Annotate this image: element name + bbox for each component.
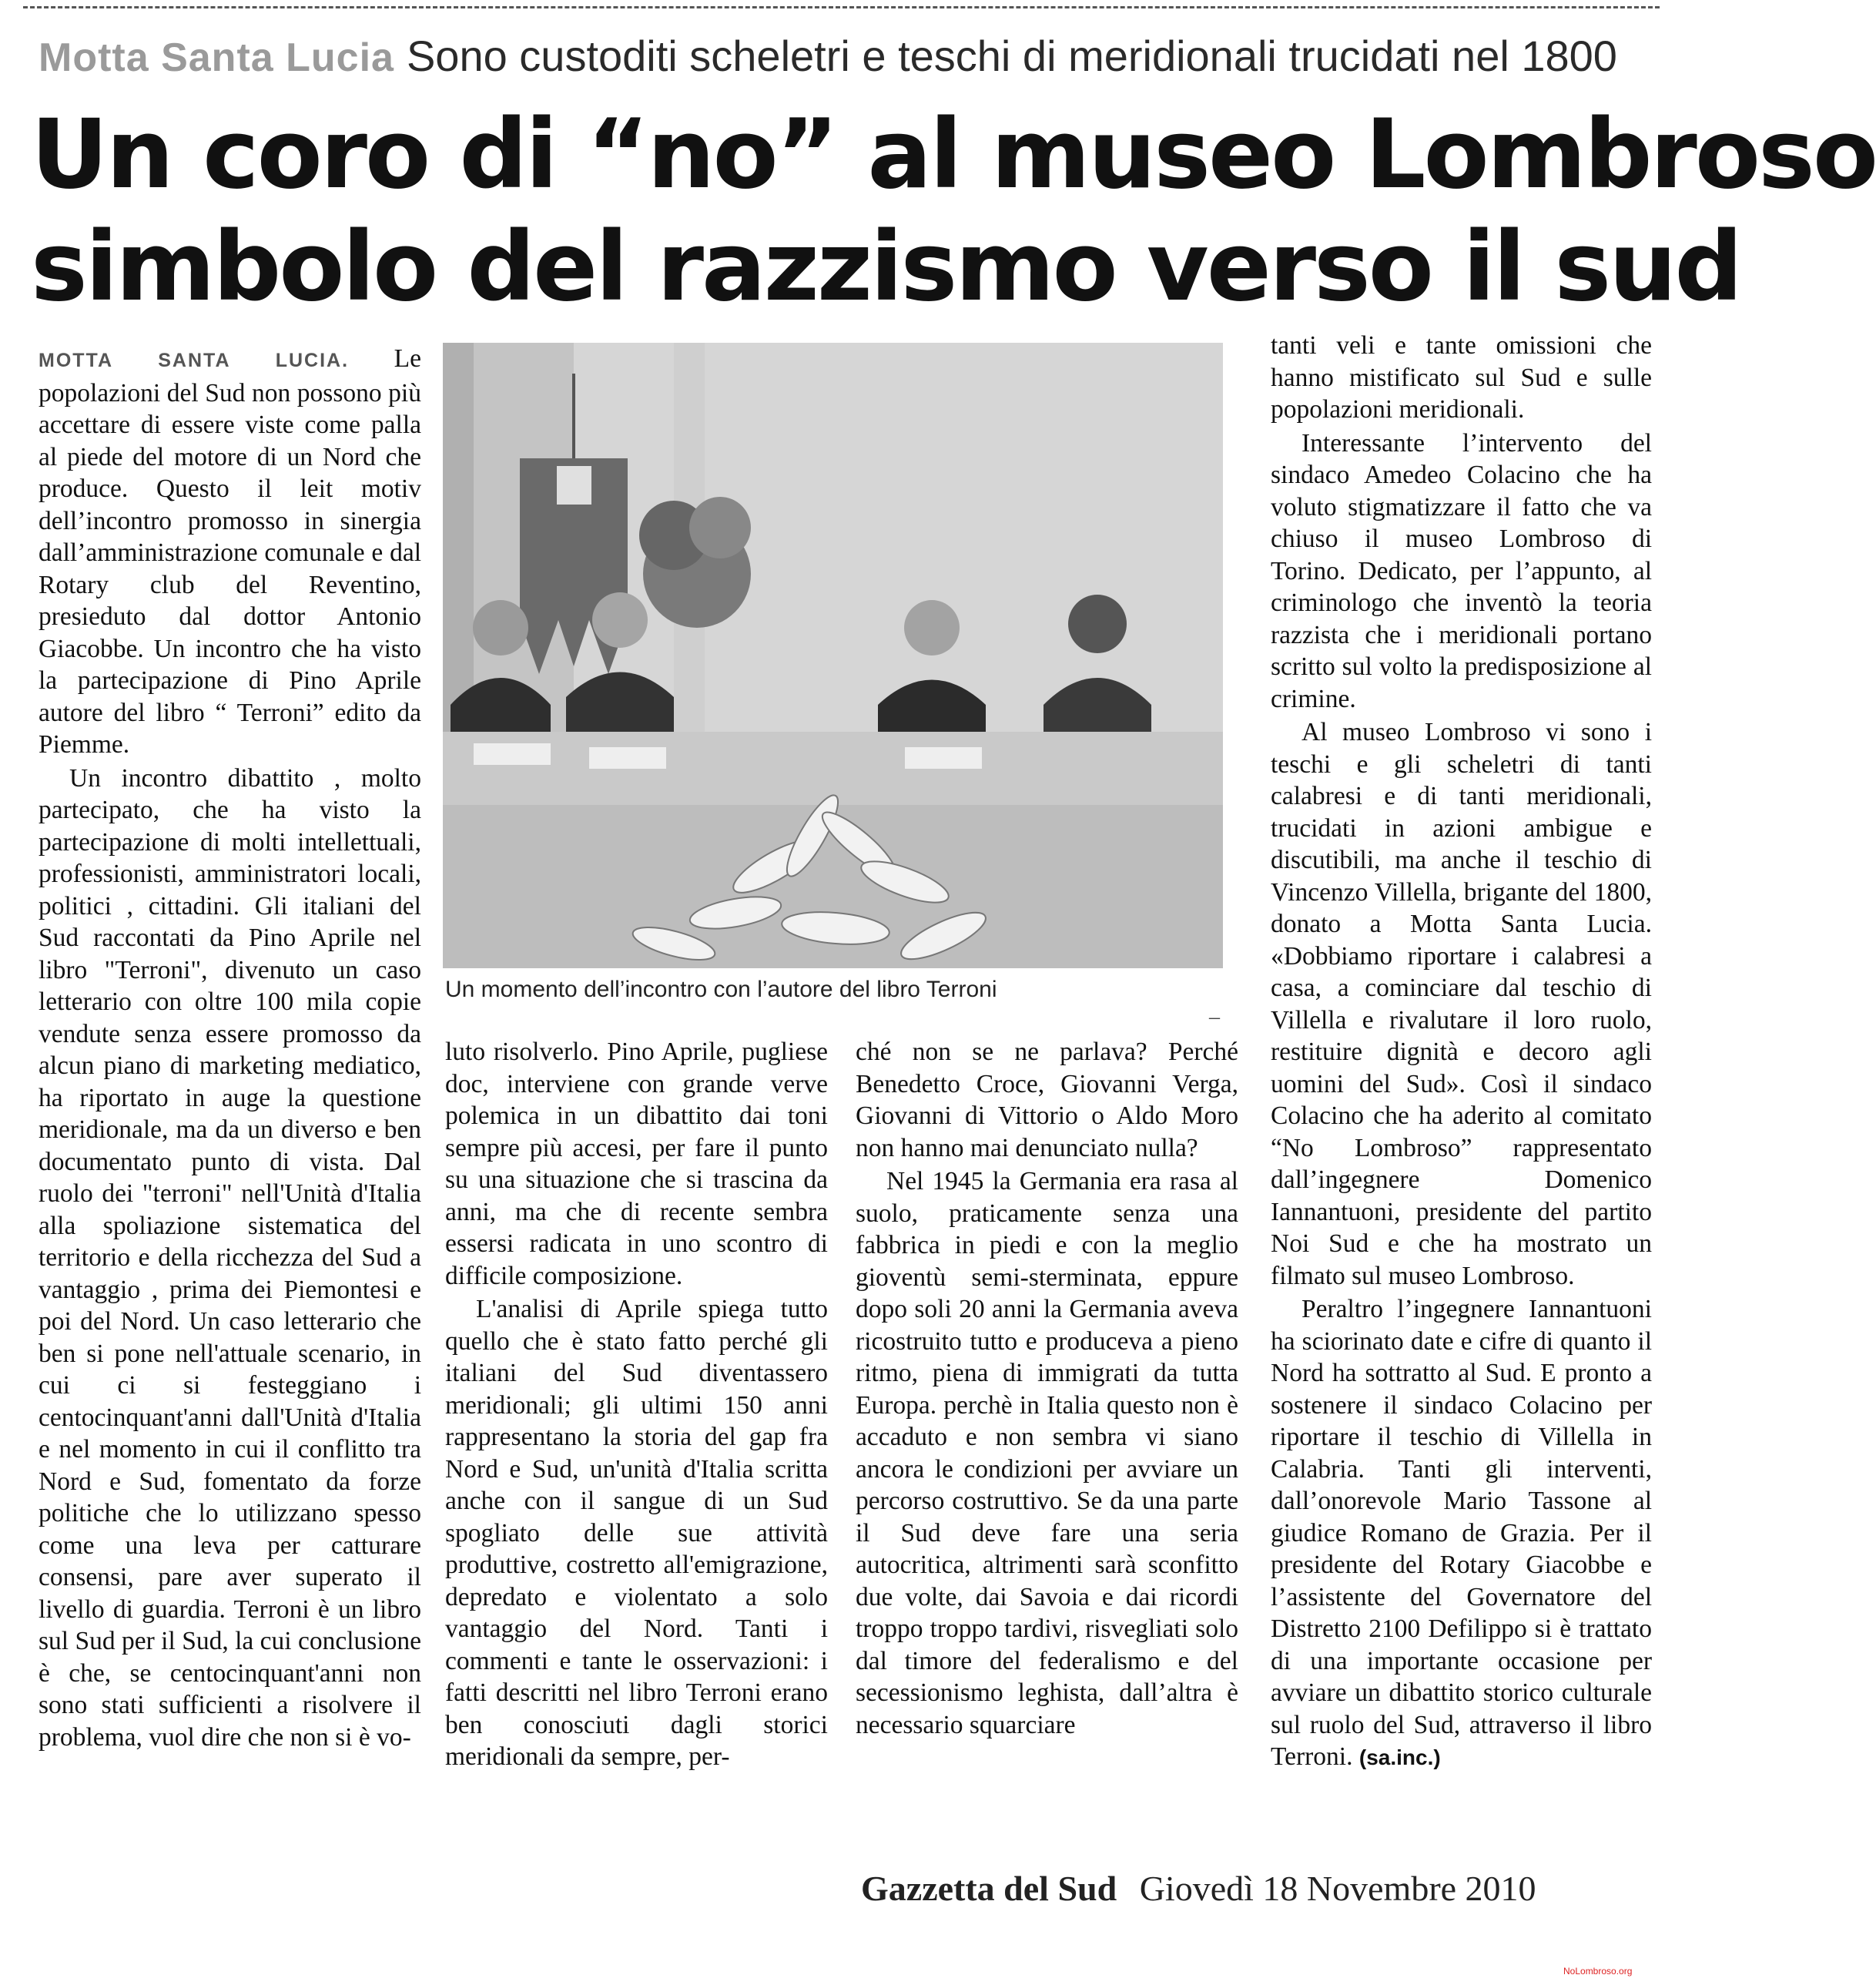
kicker-subtitle: Sono custoditi scheletri e teschi di meridionali trucidati nel 1800 xyxy=(406,32,1617,80)
paragraph-text: Le popolazioni del Sud non possono più accettare di essere viste come palla al piede del motore di un Nord che produce. Questo il leit motiv dell’incontro promosso in sinergia dall’amministrazione comunale e dal Rotary club del Reventino, presieduto dal dottor Antonio Giacobbe. Un incontro che ha visto la partecipazione di Pino Aprile autore del libro “ Terroni” edito da Piemme. xyxy=(39,344,421,759)
photo-caption: Un momento dell’incontro con l’autore del libro Terroni xyxy=(445,977,997,1002)
headline-line-2: simbolo del razzismo verso il sud xyxy=(31,212,1741,323)
paragraph-text: Peraltro l’ingegnere Iannantuoni ha sciorinato date e cifre di quanto il Nord ha sottratto al Sud. E pronto a sostenere il sindaco Colacino per riportare il teschio di Villella in Calabria. Tanti gli interventi, dall’onorevole Mario Tassone al giudice Romano de Grazia. Per il presidente del Rotary Giacobbe e l’assistente del Governatore del Distretto 2100 Defilippo si è trattato di una importante occasione per avviare un dibattito storico culturale sul ruolo del Sud, attraverso il libro Terroni. xyxy=(1271,1295,1652,1771)
event-photo xyxy=(443,343,1223,968)
footer xyxy=(861,1868,1536,1909)
paragraph: tanti veli e tante omissioni che hanno mistificato sul Sud e sulle popolazioni meridionali. xyxy=(1271,331,1652,424)
dash-mark: – xyxy=(1209,1005,1220,1029)
article-column-3 xyxy=(856,1036,1238,1741)
paragraph: L'analisi di Aprile spiega tutto quello che è stato fatto perché gli italiani del Sud diventassero meridionali; gli ultimi 150 anni rappresentano la storia del gap fra Nord e Sud, un'unità d'Italia scritta anche con il sangue di un Sud spogliato delle sue attività produttive, costretto all'emigrazione, depredato e violentato a solo vantaggio del Nord. Tanti i commenti e tante le osservazioni: i fatti descritti nel libro Terroni erano ben conosciuti dagli storici meridionali da sempre, per- xyxy=(445,1295,828,1771)
author-signature: (sa.inc.) xyxy=(1358,1745,1441,1769)
page-top-border xyxy=(23,6,1660,8)
kicker-place: Motta Santa Lucia xyxy=(39,35,394,80)
paragraph: Nel 1945 la Germania era rasa al suolo, praticamente senza una fabbrica in piedi e con la meglio gioventù semi-sterminata, eppure dopo soli 20 anni la Germania aveva ricostruito tutto e produceva a pieno ritmo, piena di immigrati da tutta Europa. perchè in Italia questo non è accaduto e non sembra vi siano ancora le condizioni per avviare un percorso costruttivo. Se da una parte il Sud deve fare una seria autocritica, altrimenti sarà sconfitto due volte, dai Savoia e dai ricordi troppo troppo tardivi, risvegliati solo dal timore del federalismo e del secessionismo leghista, dall’altra è necessario squarciare xyxy=(856,1167,1238,1739)
watermark: NoLombroso.org xyxy=(1563,1966,1633,1977)
kicker xyxy=(39,31,1617,81)
headline xyxy=(31,99,1876,324)
paragraph: Al museo Lombroso vi sono i teschi e gli scheletri di tanti calabresi e di tanti meridionali, trucidati in azioni ambigue e discutibili, ma anche il teschio di Vincenzo Villella, brigante del 1800, donato a Motta Santa Lucia. «Dobbiamo riportare i calabresi a casa, a cominciare dal teschio di Villella e rivalutare il loro ruolo, restituire dignità e decoro agli uomini del Sud». Così il sindaco Colacino che ha aderito al comitato “No Lombroso” rappresentato dall’ingegnere Domenico Iannantuoni, presidente del partito Noi Sud e che ha mostrato un filmato sul museo Lombroso. xyxy=(1271,718,1652,1290)
headline-line-1: Un coro di “no” al museo Lombroso xyxy=(31,99,1876,210)
paragraph xyxy=(1271,1293,1652,1774)
article-column-4 xyxy=(1271,330,1652,1774)
article-column-1 xyxy=(39,343,421,1753)
paragraph: Un incontro dibattito , molto partecipato, che ha visto la partecipazione di molti intellettuali, professionisti, amministratori locali, politici , cittadini. Gli italiani del Sud raccontati da Pino Aprile nel libro "Terroni", divenuto un caso letterario con oltre 100 mila copie vendute senza essere promosso da alcun piano di marketing mediatico, ha riportato in auge la questione meridionale, ma da un diverso e ben documentato punto di vista. Dal ruolo dei "terroni" nell'Unità d'Italia alla spoliazione sistematica del territorio e della ricchezza del Sud a vantaggio , prima dei Piemontesi e poi del Nord. Un caso letterario che ben si pone nell'attuale scenario, in cui ci si festeggiano i centocinquant'anni dall'Unità d'Italia e nel momento in cui il conflitto tra Nord e Sud, fomentato da forze politiche che lo utilizzano spesso come una leva per catturare consensi, pare aver superato il livello di guardia. Terroni è un libro sul Sud per il Sud, la cui conclusione è che, se centocinquant'anni non sono stati sufficienti a risolvere il problema, vuol dire che non si è vo- xyxy=(39,763,421,1752)
dateline: MOTTA SANTA LUCIA. xyxy=(39,350,350,371)
paragraph: Interessante l’intervento del sindaco Amedeo Colacino che ha voluto stigmatizzare il fatto che va chiuso il museo Lombroso di Torino. Dedicato, per l’appunto, al criminologo che inventò la teoria razzista che i meridionali portano scritto sul volto la predisposizione al crimine. xyxy=(1271,428,1652,713)
paragraph xyxy=(39,343,421,761)
photo-illustration xyxy=(443,343,1223,968)
newspaper-name: Gazzetta del Sud xyxy=(861,1869,1117,1908)
publication-date: Giovedì 18 Novembre 2010 xyxy=(1139,1869,1536,1908)
article-column-2 xyxy=(445,1036,828,1773)
paragraph: luto risolverlo. Pino Aprile, pugliese doc, interviene con grande verve polemica in un dibattito dai toni sempre più accesi, per fare il punto su una situazione che si trascina da anni, ma che di recente sembra essersi radicata in uno scontro di difficile composizione. xyxy=(445,1038,828,1290)
paragraph: ché non se ne parlava? Perché Benedetto Croce, Giovanni Verga, Giovanni di Vittorio o Aldo Moro non hanno mai denunciato nulla? xyxy=(856,1038,1238,1162)
